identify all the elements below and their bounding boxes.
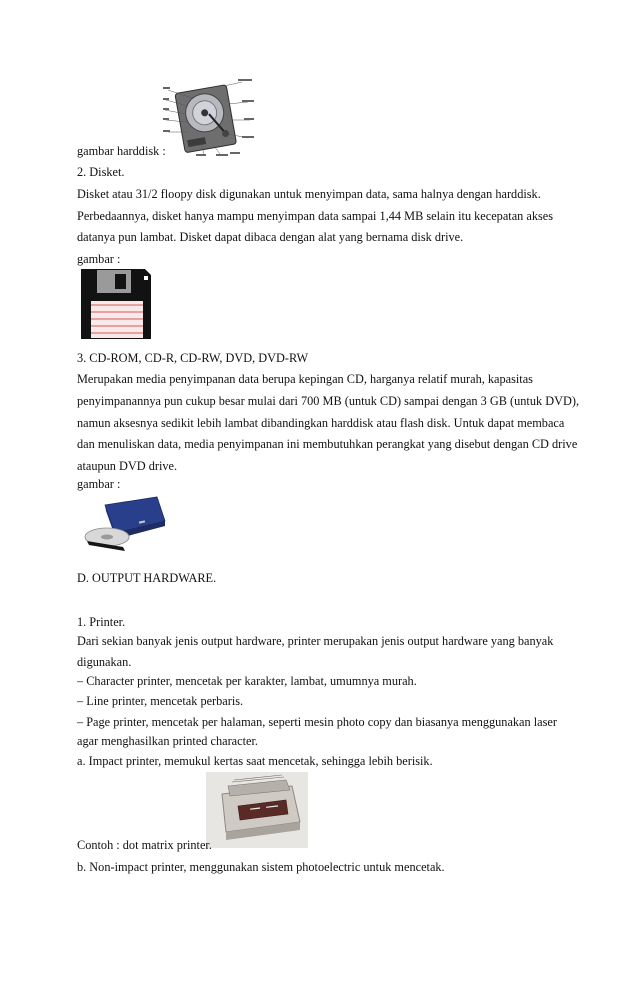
output-hardware-heading: D. OUTPUT HARDWARE.: [77, 571, 217, 585]
dvd-drive-image: [83, 495, 167, 555]
printer-heading: 1. Printer.: [77, 615, 126, 629]
disket-paragraph-line: datanya pun lambat. Disket dapat dibaca dengan alat yang bernama disk drive.: [77, 230, 464, 244]
harddisk-caption: gambar harddisk :: [77, 144, 166, 158]
cdrom-paragraph-line: Merupakan media penyimpanan data berupa kepingan CD, harganya relatif murah, kapasitas: [77, 372, 533, 386]
printer-example-text: Contoh : dot matrix printer.: [77, 838, 212, 852]
disket-caption: gambar :: [77, 252, 121, 266]
cdrom-heading: 3. CD-ROM, CD-R, CD-RW, DVD, DVD-RW: [77, 351, 309, 365]
nonimpact-printer-text: b. Non-impact printer, menggunakan sistem photoelectric untuk mencetak.: [77, 860, 445, 874]
hard-disk-image: [162, 76, 258, 158]
cdrom-caption: gambar :: [77, 477, 121, 491]
printer-list-item: – Line printer, mencetak perbaris.: [77, 694, 244, 708]
floppy-disk-image: [79, 267, 153, 341]
impact-printer-text: a. Impact printer, memukul kertas saat mencetak, sehingga lebih berisik.: [77, 754, 433, 768]
dot-matrix-printer-image: [206, 772, 308, 848]
disket-paragraph-line: Disket atau 31/2 floopy disk digunakan untuk menyimpan data, sama halnya dengan harddisk.: [77, 187, 541, 201]
printer-list-item: – Character printer, mencetak per karakter, lambat, umumnya murah.: [77, 674, 417, 688]
cdrom-paragraph-line: ataupun DVD drive.: [77, 459, 178, 473]
printer-list-item: – Page printer, mencetak per halaman, seperti mesin photo copy dan biasanya menggunakan laser: [77, 715, 557, 729]
printer-list-item: agar menghasilkan printed character.: [77, 734, 258, 748]
cdrom-paragraph-line: dan menuliskan data, media penyimpanan ini membutuhkan perangkat yang disebut dengan CD drive: [77, 437, 578, 451]
disket-paragraph-line: Perbedaannya, disket hanya mampu menyimpan data sampai 1,44 MB selain itu kecepatan akses: [77, 209, 554, 223]
printer-paragraph-line: digunakan.: [77, 655, 132, 669]
printer-paragraph-line: Dari sekian banyak jenis output hardware, printer merupakan jenis output hardware yang banyak: [77, 634, 554, 648]
disket-heading: 2. Disket.: [77, 165, 125, 179]
cdrom-paragraph-line: penyimpanannya pun cukup besar mulai dari 700 MB (untuk CD) sampai dengan 3 GB (untuk DVD),: [77, 394, 580, 408]
cdrom-paragraph-line: namun aksesnya sedikit lebih lambat dibandingkan harddisk atau flash disk. Untuk dapat membaca: [77, 416, 565, 430]
